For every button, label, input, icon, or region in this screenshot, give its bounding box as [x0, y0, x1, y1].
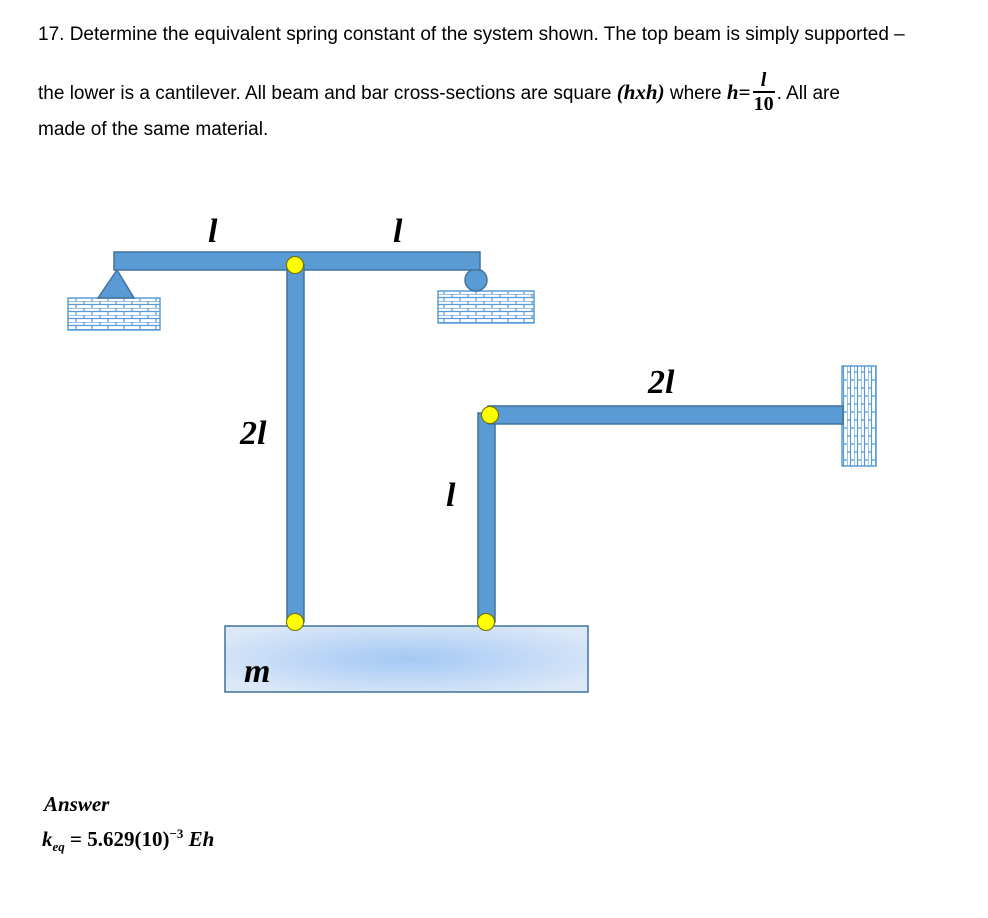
cantilever-beam	[488, 406, 843, 424]
mass-block	[225, 626, 588, 692]
problem-line-2-text: the lower is a cantilever. All beam and bar cross-sections are square	[38, 83, 617, 105]
pin-support	[98, 270, 134, 298]
label-top-left-length: l	[208, 213, 218, 250]
fraction-denominator: 10	[753, 93, 774, 115]
right-bar	[478, 413, 495, 622]
cantilever-wall	[842, 366, 876, 466]
answer-value: = 5.629(10)	[64, 827, 170, 851]
h-symbol: h	[726, 80, 739, 105]
problem-line-1: 17. Determine the equivalent spring constant of the system shown. The top beam is simply supported –	[38, 24, 905, 45]
label-mass: m	[244, 653, 271, 690]
cross-section-expression: (hxh)	[616, 80, 665, 105]
answer-tail: Eh	[183, 827, 215, 851]
problem-line-3: made of the same material.	[38, 119, 269, 140]
answer-exponent: −3	[169, 826, 184, 841]
answer-heading: Answer	[44, 792, 110, 816]
fraction-numerator: l	[760, 69, 767, 91]
hinge-mass-left	[287, 614, 304, 631]
right-ground-wall	[438, 291, 534, 323]
answer-subscript: eq	[52, 839, 65, 855]
hinge-top-left	[287, 257, 304, 274]
label-left-bar-length: 2l	[240, 415, 267, 452]
problem-line-2-where: where	[664, 83, 727, 105]
label-top-right-length: l	[393, 213, 403, 250]
roller-support	[465, 269, 487, 291]
problem-line-2-end: . All are	[776, 83, 840, 105]
label-right-bar-length: l	[446, 477, 456, 514]
left-bar	[287, 264, 304, 622]
answer-equation	[42, 826, 214, 855]
hinge-mass-right	[478, 614, 495, 631]
answer-k: k	[42, 827, 53, 851]
hinge-cantilever	[482, 407, 499, 424]
left-ground-wall	[68, 298, 160, 330]
label-cantilever-length: 2l	[648, 364, 675, 401]
equals-sign: =	[738, 80, 751, 105]
